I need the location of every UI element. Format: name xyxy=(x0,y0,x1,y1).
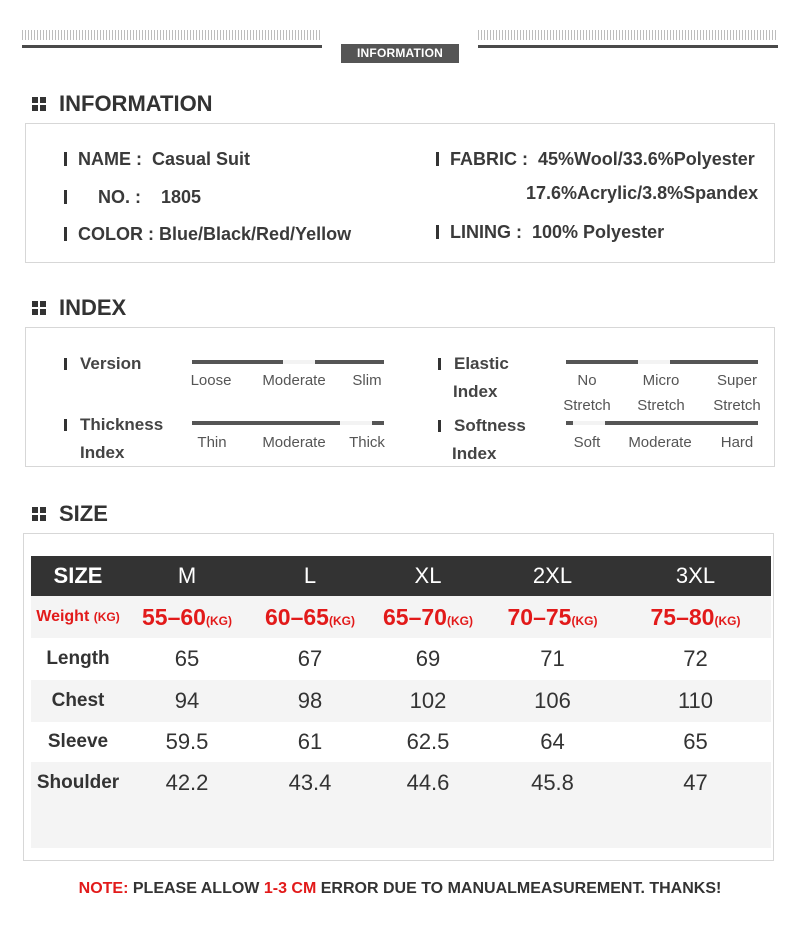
color-label: COLOR : xyxy=(78,224,154,244)
fabric-row-2 xyxy=(526,183,758,204)
size-table xyxy=(31,556,771,848)
version-scale-moderate: Moderate xyxy=(262,372,326,389)
note-text-1: PLEASE ALLOW xyxy=(128,880,264,897)
version-slider xyxy=(192,360,384,364)
weight-unit: (KG) xyxy=(205,613,232,628)
table-cell: 65 xyxy=(174,646,200,671)
divider-left xyxy=(22,45,322,48)
bullet-bar xyxy=(64,419,67,431)
grid-icon xyxy=(32,507,46,521)
lining-row xyxy=(436,222,664,243)
thickness-scale-thick: Thick xyxy=(349,434,385,451)
measurement-note xyxy=(0,880,800,898)
name-row xyxy=(64,149,250,170)
weight-row xyxy=(31,596,771,638)
bullet-bar xyxy=(64,190,67,204)
grid-icon xyxy=(32,97,46,111)
weight-value: 75–80 xyxy=(650,603,715,630)
version-label-text: Version xyxy=(80,354,142,373)
information-heading-text: INFORMATION xyxy=(59,91,213,116)
size-header-row xyxy=(31,556,771,596)
weight-unit: (KG) xyxy=(328,613,355,628)
table-cell: 45.8 xyxy=(485,762,620,804)
weight-unit: (KG) xyxy=(571,613,598,628)
weight-cell xyxy=(485,596,620,638)
elastic-label-text-2: Index xyxy=(453,382,498,401)
bullet-bar xyxy=(436,225,439,239)
weight-cell xyxy=(249,596,371,638)
table-cell: 67 xyxy=(297,646,323,671)
thickness-slider-indicator xyxy=(340,421,372,425)
softness-label-text-2: Index xyxy=(452,444,497,463)
table-cell: 42.2 xyxy=(125,762,249,804)
row-label: Chest xyxy=(31,680,125,722)
table-cell: 69 xyxy=(415,646,441,671)
table-cell: 110 xyxy=(620,680,771,722)
elastic-scale-no: No xyxy=(577,372,597,389)
no-value: 1805 xyxy=(161,187,202,207)
fabric-value-2: 17.6%Acrylic/3.8%Spandex xyxy=(526,183,759,203)
table-cell: 44.6 xyxy=(371,762,485,804)
softness-label-text-1: Softness xyxy=(454,416,526,435)
elastic-scale-no-stretch-text: Stretch xyxy=(563,397,611,414)
table-row xyxy=(31,638,771,680)
weight-value: 65–70 xyxy=(383,603,447,630)
lining-value: 100% Polyester xyxy=(532,222,665,242)
thickness-label xyxy=(64,411,163,467)
elastic-scale-micro: Micro xyxy=(642,372,680,389)
top-banner xyxy=(0,28,800,68)
version-scale-loose: Loose xyxy=(190,372,232,389)
table-row xyxy=(31,722,771,762)
no-row xyxy=(64,187,201,208)
version-slider-indicator xyxy=(283,360,315,364)
note-range: 1-3 CM xyxy=(263,880,317,897)
weight-cell xyxy=(125,596,249,638)
table-cell: 106 xyxy=(485,680,620,722)
header-cell: 3XL xyxy=(620,556,771,596)
table-cell: 98 xyxy=(249,680,371,722)
weight-label-cell xyxy=(31,596,125,638)
fabric-value-1: 45%Wool/33.6%Polyester xyxy=(538,149,755,169)
header-cell: L xyxy=(249,556,371,596)
empty-cell xyxy=(31,804,771,848)
softness-scale-soft: Soft xyxy=(573,434,601,451)
thickness-slider xyxy=(192,421,384,425)
thickness-scale-moderate: Moderate xyxy=(262,434,326,451)
weight-unit: (KG) xyxy=(446,613,473,628)
lining-label: LINING : xyxy=(450,222,522,242)
table-cell: 72 xyxy=(683,646,708,671)
table-row-empty xyxy=(31,804,771,848)
elastic-label xyxy=(438,350,509,406)
elastic-slider xyxy=(566,360,758,364)
table-cell: 71 xyxy=(540,646,565,671)
weight-cell xyxy=(620,596,771,638)
table-cell: 62.5 xyxy=(406,729,450,754)
fabric-label: FABRIC : xyxy=(450,149,528,169)
thickness-label-text-1: Thickness xyxy=(80,415,164,434)
weight-unit: (KG) xyxy=(714,613,741,628)
information-heading xyxy=(32,91,213,117)
table-row xyxy=(31,680,771,722)
softness-slider xyxy=(566,421,758,425)
index-heading xyxy=(32,295,126,321)
header-cell: M xyxy=(125,556,249,596)
header-cell: 2XL xyxy=(485,556,620,596)
table-cell: 43.4 xyxy=(249,762,371,804)
elastic-label-text-1: Elastic xyxy=(454,354,509,373)
elastic-scale-no-stretch xyxy=(558,368,616,418)
bullet-bar xyxy=(438,358,441,370)
row-label: Length xyxy=(46,648,110,669)
table-cell: 59.5 xyxy=(165,729,209,754)
grid-icon xyxy=(32,301,46,315)
elastic-scale-micro-stretch xyxy=(630,368,692,418)
softness-label xyxy=(438,412,526,468)
bullet-bar xyxy=(64,227,67,241)
bullet-bar xyxy=(64,358,67,370)
divider-right xyxy=(478,45,778,48)
header-cell: SIZE xyxy=(31,556,125,596)
weight-cell xyxy=(371,596,485,638)
table-cell: 47 xyxy=(620,762,771,804)
table-cell: 61 xyxy=(297,729,323,754)
row-label: Sleeve xyxy=(47,731,109,752)
weight-unit: (KG) xyxy=(93,610,120,624)
bullet-bar xyxy=(438,420,441,432)
elastic-slider-indicator xyxy=(638,360,670,364)
weight-value: 60–65 xyxy=(265,603,329,630)
elastic-scale-super-stretch-text: Stretch xyxy=(713,397,761,414)
name-value: Casual Suit xyxy=(152,149,251,169)
bullet-bar xyxy=(64,152,67,166)
table-cell: 64 xyxy=(540,729,565,754)
fabric-row xyxy=(436,149,755,170)
table-row xyxy=(31,762,771,804)
weight-value: 70–75 xyxy=(507,603,572,630)
softness-scale-hard: Hard xyxy=(720,434,754,451)
elastic-scale-super-stretch xyxy=(706,368,768,418)
no-label: NO. : xyxy=(98,187,141,207)
thickness-label-text-2: Index xyxy=(80,443,125,462)
bullet-bar xyxy=(436,152,439,166)
size-heading-text: SIZE xyxy=(59,501,108,526)
weight-label: Weight xyxy=(36,608,90,625)
softness-slider-indicator xyxy=(573,421,605,425)
size-heading xyxy=(32,501,108,527)
softness-scale-moderate: Moderate xyxy=(628,434,692,451)
banner-tag: INFORMATION xyxy=(341,44,459,63)
name-label: NAME : xyxy=(78,149,142,169)
color-value: Blue/Black/Red/Yellow xyxy=(159,224,352,244)
elastic-scale-micro-stretch-text: Stretch xyxy=(637,397,685,414)
table-cell: 102 xyxy=(371,680,485,722)
row-label: Shoulder xyxy=(31,762,125,804)
weight-value: 55–60 xyxy=(142,603,206,630)
header-cell: XL xyxy=(371,556,485,596)
note-prefix: NOTE: xyxy=(78,880,129,897)
table-cell: 94 xyxy=(125,680,249,722)
note-text-2: ERROR DUE TO MANUALMEASUREMENT. THANKS! xyxy=(316,880,722,897)
color-row xyxy=(64,224,351,245)
version-scale-slim: Slim xyxy=(352,372,382,389)
thickness-scale-thin: Thin xyxy=(197,434,227,451)
index-heading-text: INDEX xyxy=(59,295,127,320)
elastic-scale-super: Super xyxy=(716,372,758,389)
version-label xyxy=(64,350,141,378)
table-cell: 65 xyxy=(683,729,708,754)
